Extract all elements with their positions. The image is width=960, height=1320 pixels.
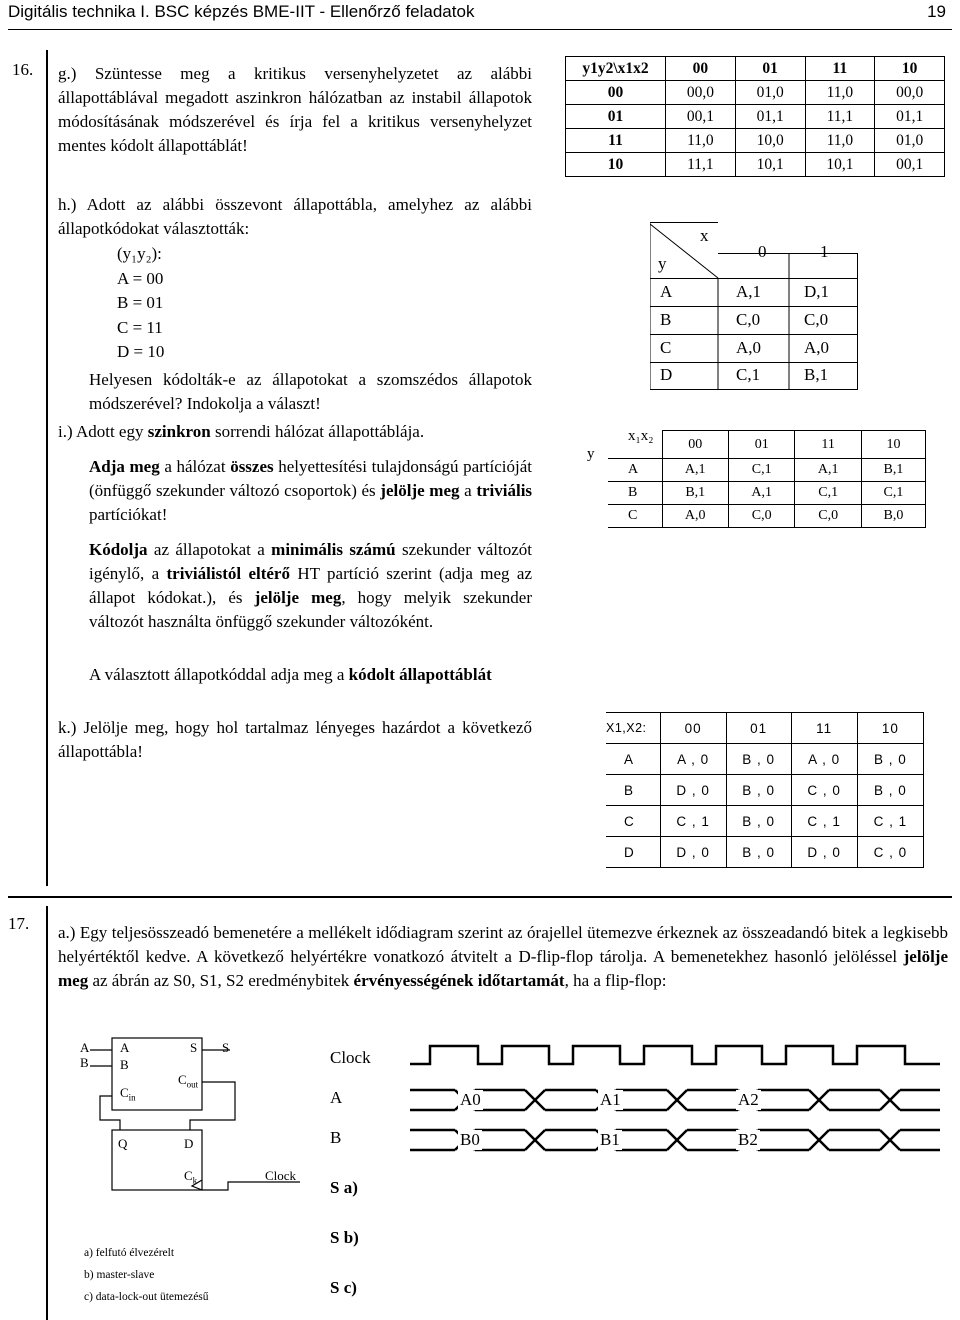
table-cell: 00,0: [875, 81, 945, 105]
table-cell: 01,0: [735, 81, 805, 105]
table-header-cell: 11: [795, 431, 861, 459]
table-cell: C,1: [795, 482, 861, 505]
table-cell: A,1: [795, 459, 861, 482]
state-table-k: [606, 712, 924, 868]
corner-y-label: y: [587, 446, 595, 462]
q16-h-text: Adott az alábbi összevont állapottábla, amelyhez az alábbi állapotkódokat választották:: [58, 195, 533, 238]
p2-b: az állapotokat a: [153, 540, 265, 559]
corner-x-label: x: [700, 226, 709, 245]
table-cell: B: [606, 775, 660, 806]
p2-g: jelölje meg: [254, 588, 342, 607]
code-b: B = 01: [117, 293, 164, 312]
p1-e: jelölje meg: [380, 481, 460, 500]
table-cell: A: [608, 459, 662, 482]
table-cell: 11,1: [666, 153, 736, 177]
table-cell: C,0: [795, 505, 861, 528]
p1-c: összes: [230, 457, 274, 476]
q16-g-text: Szüntesse meg a kritikus versenyhelyzetet az alábbi állapottáblával megadott aszinkron hálózatban az instabil állapotok módosításának módszerével és írja fel a kritikus versenyhelyzet mentes kódolt állapottáblát!: [58, 64, 533, 155]
table-cell: C: [660, 338, 672, 357]
table-cell: A,0: [662, 505, 728, 528]
q16-i-p2: [89, 538, 532, 634]
table-cell: B , 0: [726, 744, 791, 775]
circuit-diagram: [60, 1030, 320, 1320]
fa-b-label: B: [120, 1057, 129, 1072]
q16-i-paragraph: [58, 420, 532, 444]
table-header-cell: 01: [735, 57, 805, 81]
table-cell: D , 0: [660, 775, 726, 806]
table-header-cell: 01: [726, 713, 791, 744]
table-cell: 11,1: [805, 105, 875, 129]
q16-i-label: i.): [58, 422, 73, 441]
table-cell: 10,0: [735, 129, 805, 153]
p2-a: Kódolja: [89, 540, 148, 559]
table-cell: A,1: [662, 459, 728, 482]
table-cell: B , 0: [726, 806, 791, 837]
p1-h: partíciókat!: [89, 505, 168, 524]
table-row: [608, 482, 926, 505]
q16-h-paragraph: [58, 193, 532, 241]
q17-a-bold2: érvényességének időtartamát: [353, 971, 565, 990]
signal-b-waveform: [410, 1130, 940, 1150]
q16-i-text-pre: Adott egy: [75, 422, 144, 441]
table-header-cell: 11: [805, 57, 875, 81]
timing-label-clock: Clock: [330, 1048, 371, 1067]
table-row: [566, 105, 945, 129]
fa-cin-text: C: [120, 1085, 129, 1100]
table-header-cell: 10: [861, 431, 925, 459]
state-table-h: [650, 222, 858, 390]
codes-header: (y₁y₂):: [117, 244, 162, 263]
question-number-17: 17.: [8, 914, 30, 933]
b-value-1: B1: [600, 1130, 620, 1149]
legend-item: b) master-slave: [84, 1269, 155, 1281]
table-cell: B,1: [861, 459, 925, 482]
table-cell: B,1: [662, 482, 728, 505]
table-cell: B: [660, 310, 672, 329]
timing-label-a: A: [330, 1088, 343, 1107]
ff-d-label: D: [184, 1136, 194, 1151]
table-cell: D , 0: [660, 837, 726, 868]
circuit-wires: [60, 1030, 320, 1230]
input-a-label: A: [80, 1040, 90, 1055]
table-cell: A,0: [736, 338, 762, 357]
ff-ck-label: [184, 1168, 197, 1186]
page-number: 19: [927, 2, 946, 21]
table-cell: 10: [566, 153, 666, 177]
table-cell: D , 0: [791, 837, 857, 868]
timing-label-sa-text: S a): [330, 1178, 358, 1197]
table-corner-cell: [608, 431, 662, 459]
ff-ck-text: C: [184, 1168, 193, 1183]
table-cell: D: [606, 837, 660, 868]
table-cell: B,0: [861, 505, 925, 528]
table-header-cell: y1y2\x1x2: [566, 57, 666, 81]
q16-i-p3: [89, 663, 532, 687]
b-value-0: B0: [460, 1130, 480, 1149]
b-value-2: B2: [738, 1130, 758, 1149]
state-table-g: [565, 56, 945, 177]
q16-i-text-post: sorrendi hálózat állapottáblája.: [214, 422, 425, 441]
p1-g: triviális: [476, 481, 533, 500]
table-header-cell: 0: [758, 242, 767, 261]
table-cell: C: [608, 505, 662, 528]
a-value-0: A0: [460, 1090, 481, 1109]
question-number-16: 16.: [12, 60, 34, 79]
timing-diagram: [330, 1040, 950, 1310]
table-row: [608, 459, 926, 482]
table-cell: C,0: [728, 505, 794, 528]
table-cell: C,1: [736, 365, 761, 384]
table-cell: B: [608, 482, 662, 505]
ff-q-label: Q: [118, 1136, 128, 1151]
q16-g-paragraph: [58, 62, 532, 158]
table-cell: A,1: [736, 282, 762, 301]
table-header-row: [608, 431, 926, 459]
p1-b: a hálózat: [164, 457, 226, 476]
fa-s-label: S: [190, 1040, 198, 1055]
q17-a-paragraph: [58, 921, 948, 993]
table-row: [566, 129, 945, 153]
p1-d: helyettesítési tulajdonságú partícióját (önfüggő szekunder változó csoportok) és: [89, 457, 533, 500]
table-cell: 01,1: [735, 105, 805, 129]
table-cell: B , 0: [857, 744, 923, 775]
q17-a-text3: , ha a flip-flop:: [564, 971, 667, 990]
q17-a-text1: Egy teljesösszeadó bemenetére a mellékelt idődiagram szerint az órajellel ütemezve érkeznek az összeadandó bitek a legkisebb helyértéktől kedve. A következő helyértékre vonatkozó átvitelt a D-flip-flop tárolja. A bemenetekhez hasonló jelöléssel: [58, 923, 948, 966]
question-17-divider: [46, 906, 48, 1320]
table-cell: 00,1: [875, 153, 945, 177]
p2-e: triviálistól eltérő: [166, 564, 290, 583]
table-cell: C , 0: [857, 837, 923, 868]
timing-label-sc: [330, 1278, 357, 1298]
code-c: C = 11: [117, 317, 163, 337]
table-row: [608, 505, 926, 528]
table-header-cell: 00: [660, 713, 726, 744]
table-cell: C,0: [804, 310, 829, 329]
q17-a-label: a.): [58, 923, 76, 942]
q16-i-p1: [89, 455, 532, 527]
code-d: D = 10: [117, 342, 165, 361]
q16-g-label: g.): [58, 64, 77, 83]
timing-label-sb: [330, 1228, 359, 1248]
timing-label-sc-text: S c): [330, 1278, 357, 1297]
q17-a-bold1: jelölje meg: [58, 947, 948, 990]
table-cell: 11,0: [805, 81, 875, 105]
legend-item: a) felfutó élvezérelt: [84, 1247, 175, 1259]
table-header-cell: 01: [728, 431, 794, 459]
timing-label-sb-text: S b): [330, 1228, 359, 1247]
p1-f: a: [464, 481, 472, 500]
table-header-cell: 00: [666, 57, 736, 81]
table-cell: B , 0: [726, 775, 791, 806]
table-cell: A,0: [804, 338, 830, 357]
table-cell: 00: [566, 81, 666, 105]
table-cell: D,1: [804, 282, 830, 301]
table-cell: C , 1: [791, 806, 857, 837]
table-cell: 11: [566, 129, 666, 153]
output-s-label: S: [222, 1040, 230, 1055]
signal-a-waveform: [410, 1090, 940, 1110]
q16-h-label: h.): [58, 195, 77, 214]
table-header-cell: 10: [875, 57, 945, 81]
table-cell: 11,0: [805, 129, 875, 153]
timing-waveforms: [330, 1040, 950, 1170]
code-a: A = 00: [117, 268, 164, 288]
fa-cin-label: [120, 1085, 136, 1103]
q17-a-text2: az ábrán az S0, S1, S2 eredménybitek: [92, 971, 350, 990]
table-cell: C , 1: [660, 806, 726, 837]
p2-f: HT partíció szerint (adja meg az állapot kódokat.), és: [89, 564, 532, 607]
q16-h-codes: [117, 242, 164, 365]
question-16-divider: [46, 50, 48, 886]
table-cell: B , 0: [726, 837, 791, 868]
table-row: [606, 837, 924, 868]
table-cell: C,0: [736, 310, 761, 329]
table-header-row: [606, 713, 924, 744]
clock-input-label: Clock: [265, 1168, 297, 1183]
q16-k-paragraph: [58, 716, 532, 764]
corner-x-label: x₁x₂: [628, 428, 654, 444]
fa-cout-text: C: [178, 1072, 187, 1087]
q16-h-question: Helyesen kódolták-e az állapotokat a szomszédos állapotok módszerével? Indokolja a választ!: [89, 370, 532, 413]
table-cell: A , 0: [791, 744, 857, 775]
section-divider: [8, 896, 952, 898]
table-header-cell: 11: [791, 713, 857, 744]
table-cell: C,1: [728, 459, 794, 482]
legend-item: c) data-lock-out ütemezésű: [84, 1291, 209, 1303]
table-cell: D: [660, 365, 673, 384]
table-header-cell: X1,X2:: [606, 713, 660, 744]
table-cell: C , 1: [857, 806, 923, 837]
fa-cout-sub: out: [186, 1079, 199, 1090]
table-header-row: [566, 57, 945, 81]
p3-a: A választott állapotkóddal adja meg a: [89, 665, 345, 684]
timing-label-b: B: [330, 1128, 342, 1147]
table-cell: B , 0: [857, 775, 923, 806]
page-header: [8, 0, 952, 30]
table-header-cell: 10: [857, 713, 923, 744]
p1-a: Adja meg: [89, 457, 160, 476]
fa-cout-label: [178, 1072, 198, 1090]
table-cell: 00,1: [666, 105, 736, 129]
table-cell: A , 0: [660, 744, 726, 775]
table-cell: 01,1: [875, 105, 945, 129]
table-cell: C , 0: [791, 775, 857, 806]
table-cell: 01: [566, 105, 666, 129]
table-cell: B,1: [804, 365, 829, 384]
table-cell: 11,0: [666, 129, 736, 153]
table-header-cell: 1: [820, 242, 829, 261]
table-cell: 10,1: [735, 153, 805, 177]
table-header-cell: 00: [662, 431, 728, 459]
table-row: [606, 806, 924, 837]
p2-d: szekunder változót igénylő, a: [89, 540, 532, 583]
flip-flop-legend: [84, 1242, 209, 1308]
table-row: [566, 81, 945, 105]
timing-label-sa: [330, 1178, 358, 1198]
fa-cin-sub: in: [128, 1092, 136, 1103]
p3-b: kódolt állapottáblát: [348, 665, 492, 684]
table-row: [606, 744, 924, 775]
table-cell: 01,0: [875, 129, 945, 153]
a-value-1: A1: [600, 1090, 621, 1109]
q16-k-text: Jelölje meg, hogy hol tartalmaz lényeges hazárdot a következő állapottábla!: [58, 718, 532, 761]
input-b-label: B: [80, 1055, 89, 1070]
table-cell: A: [606, 744, 660, 775]
p2-h: , hogy melyik szekunder változót használta önfüggő szekunder változóként.: [89, 588, 532, 631]
clock-waveform: [410, 1046, 940, 1064]
table-cell: 00,0: [666, 81, 736, 105]
p2-c: minimális számú: [271, 540, 396, 559]
header-title: Digitális technika I. BSC képzés BME-IIT - Ellenőrző feladatok: [8, 2, 475, 21]
table-cell: 10,1: [805, 153, 875, 177]
a-value-2: A2: [738, 1090, 759, 1109]
corner-y-label: y: [658, 254, 667, 273]
table-cell: C,1: [861, 482, 925, 505]
q16-k-label: k.): [58, 718, 77, 737]
fa-a-label: A: [120, 1040, 130, 1055]
table-row: [606, 775, 924, 806]
state-table-i-grid: [608, 430, 926, 528]
ff-ck-sub: k: [192, 1175, 198, 1186]
table-cell: A,1: [728, 482, 794, 505]
table-row: [566, 153, 945, 177]
q16-i-text-bold: szinkron: [147, 422, 211, 441]
table-cell: C: [606, 806, 660, 837]
table-cell: A: [660, 282, 673, 301]
